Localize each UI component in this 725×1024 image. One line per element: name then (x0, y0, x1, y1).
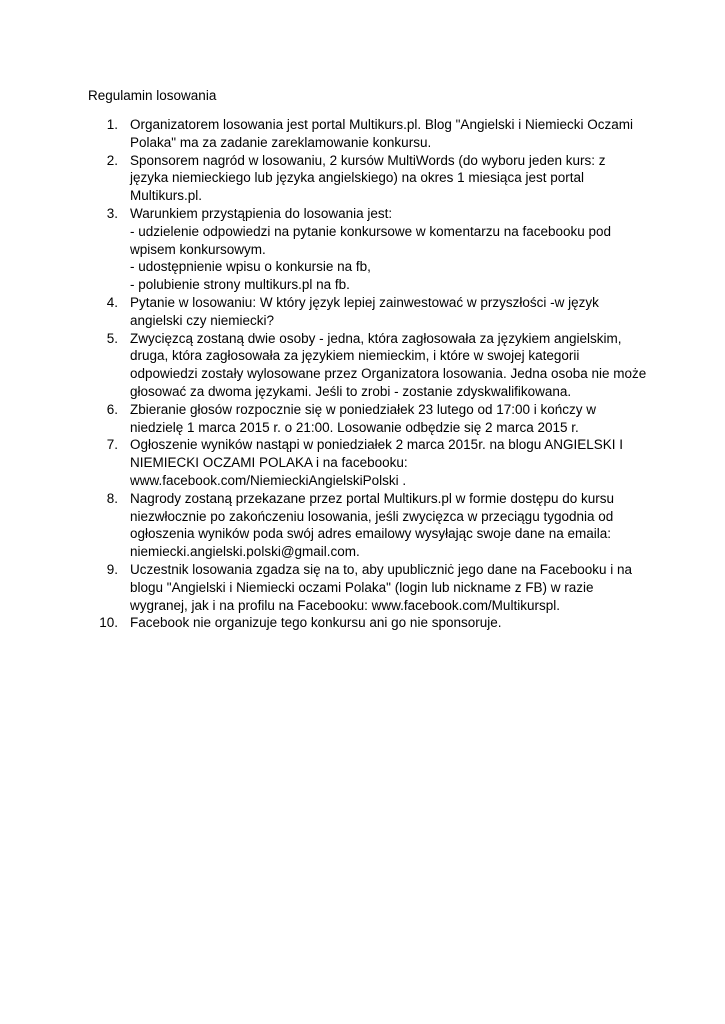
rule-item (88, 294, 648, 330)
rule-text (130, 561, 648, 614)
rule-text-line: wpisem konkursowym. (130, 241, 266, 257)
rule-text-line: Uczestnik losowania zgadza się na to, aby upubliczniċ jego dane na Facebooku i na (130, 561, 633, 577)
rule-text-line: Nagrody zostaną przekazane przez portal Multikurs.pl w formie dostępu do kursu (130, 490, 614, 506)
rule-text (130, 294, 648, 330)
rules-list (88, 116, 648, 632)
rule-text-line: - udostępnienie wpisu o konkursie na fb, (130, 259, 371, 275)
rule-text-line: - polubienie strony multikurs.pl na fb. (130, 277, 350, 293)
document-title: Regulamin losowania (88, 88, 217, 103)
rule-number: 6. (106, 401, 118, 417)
rule-text-line: Multikurs.pl. (130, 188, 203, 204)
rule-item (88, 330, 648, 401)
rule-item (88, 561, 648, 614)
rule-text-line: Warunkiem przystąpienia do losowania jest: (130, 205, 393, 221)
rule-text (130, 330, 648, 401)
rule-text-line: Sponsorem nagród w losowaniu, 2 kursów MultiWords (do wyboru jeden kurs: z (130, 152, 606, 168)
rule-number: 5. (106, 330, 118, 346)
rule-text-line: blogu "Angielski i Niemiecki oczami Polaka" (login lub nickname z FB) w razie (130, 579, 594, 595)
rule-text-line: Polaka" ma za zadanie zareklamowanie konkursu. (130, 134, 432, 150)
rule-text (130, 205, 648, 294)
rule-number: 9. (106, 561, 118, 577)
rule-text (130, 152, 648, 205)
rule-text-line: Facebook nie organizuje tego konkursu ani go nie sponsoruje. (130, 615, 502, 631)
rule-text (130, 401, 648, 437)
rule-text-line: Zbieranie głosów rozpocznie się w poniedziałek 23 lutego od 17:00 i kończy w (130, 401, 597, 417)
rule-text-line: Organizatorem losowania jest portal Multikurs.pl. Blog "Angielski i Niemiecki Oczami (130, 117, 633, 132)
rule-item (88, 205, 648, 294)
rule-item (88, 614, 648, 632)
rule-text-line: głosować za dwoma językami. Jeśli to zrobi - zostanie zdyskwalifikowana. (130, 383, 572, 399)
rule-item (88, 152, 648, 205)
rule-text-line: - udzielenie odpowiedzi na pytanie konkursowe w komentarzu na facebooku pod (130, 223, 612, 239)
rule-text (130, 490, 648, 561)
rule-number: 3. (106, 205, 118, 221)
rule-item (88, 436, 648, 489)
rule-text-line: niedzielę 1 marca 2015 r. o 21:00. Losowanie odbędzie się 2 marca 2015 r. (130, 419, 579, 435)
rule-item (88, 490, 648, 561)
rule-text-line: NIEMIECKI OCZAMI POLAKA i na facebooku: (130, 455, 408, 471)
rule-text-line: Zwycięzcą zostaną dwie osoby - jedna, która zagłosowała za językiem angielskim, (130, 330, 622, 346)
rule-text-line: Ogłoszenie wyników nastąpi w poniedziałek 2 marca 2015r. na blogu ANGIELSKI I (130, 437, 624, 453)
rule-text (130, 614, 648, 632)
rule-text-line: www.facebook.com/NiemieckiAngielskiPolski . (130, 472, 407, 488)
rule-text (130, 436, 648, 489)
rule-text-line: ogłoszenia wyników poda swój adres emailowy wysyłając swoje dane na emaila: (130, 526, 611, 542)
rule-text-line: angielski czy niemiecki? (130, 312, 275, 328)
rule-text-line: Pytanie w losowaniu: W który język lepiej zainwestować w przyszłości -w język (130, 294, 599, 310)
rule-item (88, 116, 648, 152)
rule-number: 1. (106, 117, 118, 132)
rule-text-line: odpowiedzi zostały wylosowane przez Organizatora losowania. Jedna osoba nie może (130, 366, 647, 382)
rule-text-line: wygranej, jak i na profilu na Facebooku: www.facebook.com/Multikurspl. (130, 597, 560, 613)
rule-text-line: niemiecki.angielski.polski@gmail.com. (130, 544, 360, 560)
rule-number: 4. (106, 294, 118, 310)
rule-number: 7. (106, 437, 118, 453)
rule-number: 10. (99, 615, 118, 631)
rule-text-line: niezwłocznie po zakończeniu losowania, jeśli zwycięzca w przeciągu tygodnia od (130, 508, 614, 524)
rule-text-line: języka niemieckiego lub języka angielskiego) na okres 1 miesiąca jest portal (130, 170, 584, 186)
rule-text-line: druga, która zagłosowała za językiem niemieckim, i które w swojej kategorii (130, 348, 580, 364)
document-content (88, 87, 648, 632)
rule-number: 2. (106, 152, 118, 168)
rule-text (130, 116, 648, 152)
rule-item (88, 401, 648, 437)
rule-number: 8. (106, 490, 118, 506)
